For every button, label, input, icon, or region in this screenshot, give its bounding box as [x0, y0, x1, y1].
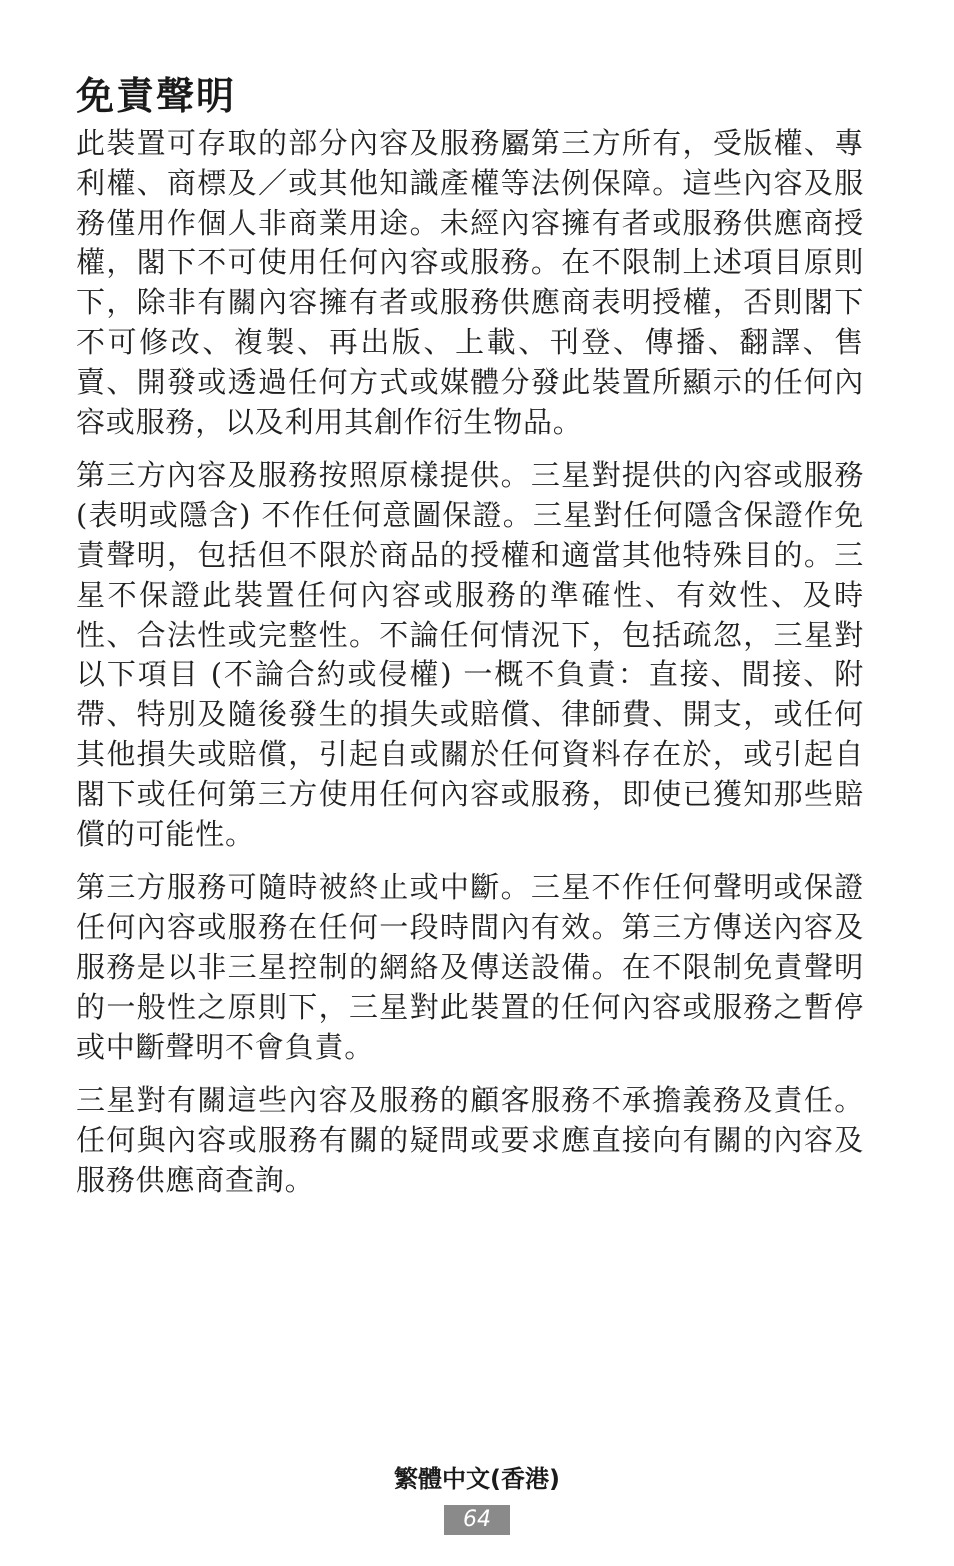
- page-title: 免責聲明: [76, 74, 237, 118]
- footer-language-label: 繁體中文(香港): [394, 1465, 560, 1493]
- disclaimer-body: [76, 124, 864, 1215]
- paragraph-service-interruption: 第三方服務可隨時被終止或中斷。三星不作任何聲明或保證任何內容或服務在任何一段時間內有效。第三方傳送內容及服務是以非三星控制的網絡及傳送設備。在不限制免責聲明的一般性之原則下，三星對此裝置的任何內容或服務之暫停或中斷聲明不會負責。: [76, 870, 864, 1064]
- paragraph-content-ownership: 此裝置可存取的部分內容及服務屬第三方所有，受版權、專利權、商標及／或其他知識產權等法例保障。這些內容及服務僅用作個人非商業用途。未經內容擁有者或服務供應商授權，閣下不可使用任何內容或服務。在不限制上述項目原則下，除非有關內容擁有者或服務供應商表明授權，否則閣下不可修改、複製、再出版、上載、刊登、傳播、翻譯、售賣、開發或透過任何方式或媒體分發此裝置所顯示的任何內容或服務，以及利用其創作衍生物品。: [76, 126, 864, 439]
- page-number-badge: 64: [444, 1505, 510, 1535]
- paragraph-warranty-disclaimer: 第三方內容及服務按照原樣提供。三星對提供的內容或服務 (表明或隱含) 不作任何意圖保證。三星對任何隱含保證作免責聲明，包括但不限於商品的授權和適當其他特殊目的。三星不保證此裝置任何內容或服務的準確性、有效性、及時性、合法性或完整性。不論任何情況下，包括疏忽，三星對以下項目 (不論合約或侵權) 一概不負責：直接、間接、附帶、特別及隨後發生的損失或賠償、律師費、開支，或任何其他損失或賠償，引起自或關於任何資料存在於，或引起自閣下或任何第三方使用任何內容或服務，即使已獲知那些賠償的可能性。: [76, 458, 864, 851]
- paragraph-customer-service: 三星對有關這些內容及服務的顧客服務不承擔義務及責任。任何與內容或服務有關的疑問或要求應直接向有關的內容及服務供應商查詢。: [76, 1083, 864, 1197]
